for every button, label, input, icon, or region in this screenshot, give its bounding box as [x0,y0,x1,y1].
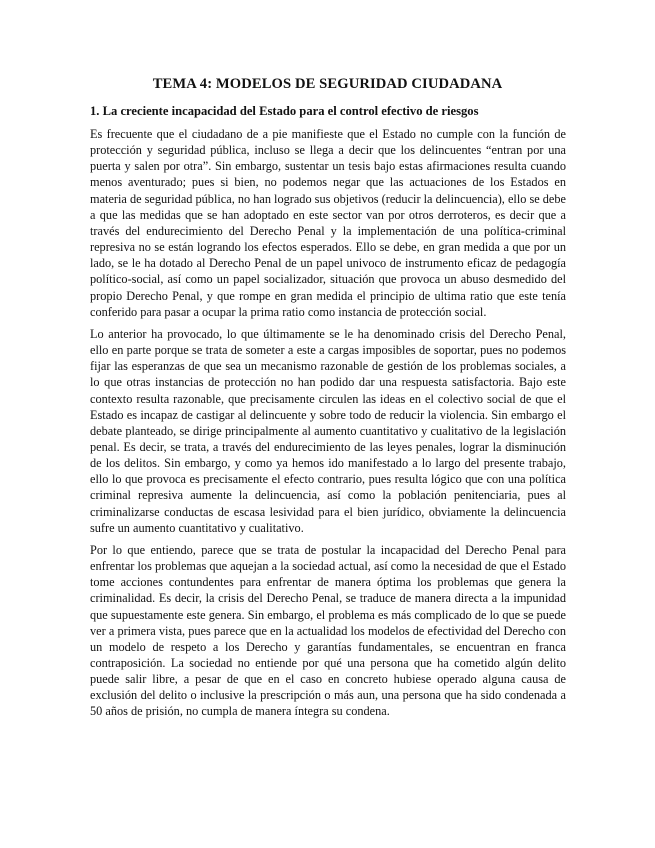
paragraph: Lo anterior ha provocado, lo que últimamente se le ha denominado crisis del Derecho Penal, ello en parte porque se trata de someter a este a cargas imposibles de soportar, pues no podemos fijar las esperanzas de que sea un mecanismo razonable de gestión de los problemas sociales, a lo que otras instancias de protección no han podido dar una respuesta satisfactoria. Bajo este contexto resulta razonable, que precisamente circulen las ideas en el colectivo social de que el Estado es incapaz de castigar al delincuente y sobre todo de reducir la violencia. Sin embargo el debate planteado, se dirige principalmente al aumento cuantitativo y cualitativo de la legislación penal. Es decir, se trata, a través del endurecimiento de las leyes penales, lograr la disminución de los delitos. Sin embargo, y como ya hemos ido manifestado a lo largo del presente trabajo, ello lo que provoca es precisamente el efecto contrario, pues resulta lógico que con una política criminal represiva aumente la delincuencia, así como la población penitenciaria, pues al criminalizarse conductas de escasa lesividad para el bien jurídico, obviamente la delincuencia sufre un aumento cuantitativo y cualitativo. [90,326,566,535]
section-heading: 1. La creciente incapacidad del Estado para el control efectivo de riesgos [90,104,479,118]
document-title: TEMA 4: MODELOS DE SEGURIDAD CIUDADANA [152,76,503,92]
paragraph: Es frecuente que el ciudadano de a pie manifieste que el Estado no cumple con la función de protección y seguridad pública, incluso se llega a decir que los delincuentes “entran por una puerta y salen por otra”. Sin embargo, sustentar un tesis bajo estas afirmaciones resulta cuando menos aventurado; pues si bien, no podemos negar que las actuaciones de los Estados en materia de seguridad pública, no han logrado sus objetivos (reducir la delincuencia), ello se debe a que las medidas que se han adoptado en este sector van por otros derroteros, es decir que a través del endurecimiento del Derecho Penal y la implementación de una política-criminal represiva no se están logrando los efectos esperados. Ello se debe, en gran medida a que por un lado, se le ha dotado al Derecho Penal de un papel univoco de instrumento eficaz de pedagogía político-social, así como un papel socializador, situación que provoca un abuso desmedido del propio Derecho Penal, y que rompe en gran medida el principio de ultima ratio que este tenía conferido para pasar a ocupar la prima ratio como instancia de protección social. [90,127,566,319]
document-body [90,126,566,726]
paragraph: Por lo que entiendo, parece que se trata de postular la incapacidad del Derecho Penal para enfrentar los problemas que aquejan a la sociedad actual, así como la necesidad de que el Estado tome acciones contundentes para enfrentar de manera óptima los problemas que genera la criminalidad. Es decir, la crisis del Derecho Penal, se traduce de manera directa a la impunidad que supuestamente este genera. Sin embargo, el problema es más complicado de lo que se puede ver a primera vista, pues parece que en la actualidad los modelos de efectividad del Derecho con un modelo de respeto a los Derecho y garantías fundamentales, se encuentran en franca contraposición. La sociedad no entiende por qué una persona que ha cometido algún delito puede salir libre, a pesar de que en el caso en concreto hubiese operado alguna causa de exclusión del delito o inclusive la prescripción o más aun, una persona que ha sido condenada a 50 años de prisión, no cumpla de manera íntegra su condena. [90,542,566,719]
